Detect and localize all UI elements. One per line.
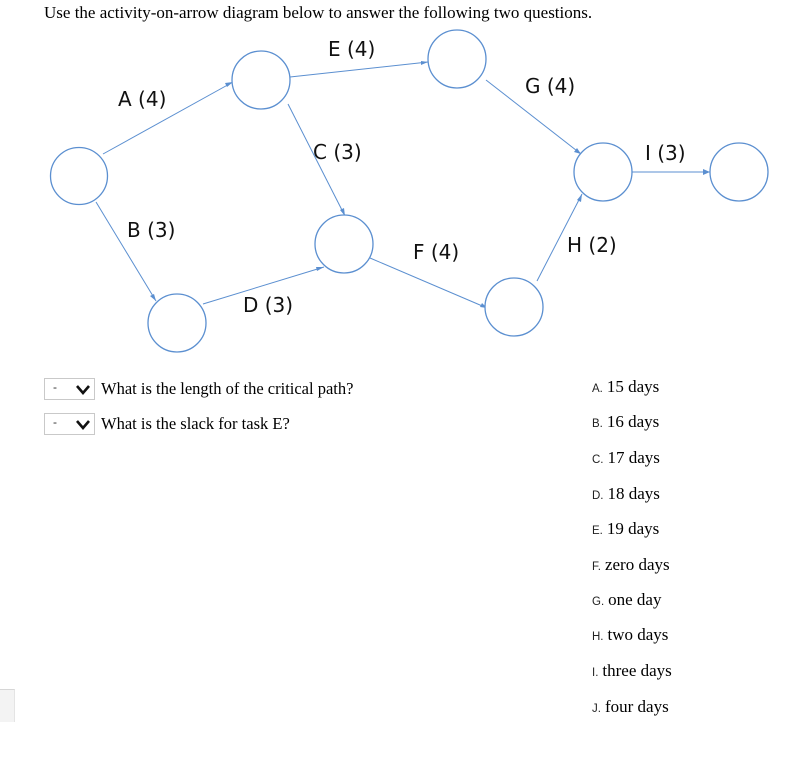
- edge-label-a: A (4): [118, 87, 167, 111]
- node-8: [710, 143, 768, 201]
- node-1: [51, 148, 108, 205]
- edge-label-b: B (3): [127, 218, 176, 242]
- answer-text: one day: [608, 590, 662, 609]
- edge-f: [370, 258, 487, 308]
- dropdown-value-1: -: [53, 380, 57, 394]
- question-text-1: What is the length of the critical path?: [101, 379, 354, 398]
- edge-label-d: D (3): [243, 293, 294, 317]
- answer-choice: [592, 661, 672, 681]
- node-3: [148, 294, 206, 352]
- answer-letter: G.: [592, 596, 605, 608]
- arrowhead-e: [421, 61, 428, 65]
- answer-choice: [592, 519, 659, 539]
- answer-dropdown-2[interactable]: [44, 413, 95, 435]
- question-row-1: [44, 377, 353, 401]
- arrowhead-d: [316, 267, 324, 271]
- answer-letter: B.: [592, 418, 603, 430]
- node-6: [485, 278, 543, 336]
- edge-label-g: G (4): [525, 74, 576, 98]
- answer-letter: I.: [592, 667, 599, 679]
- question-row-2: [44, 412, 290, 436]
- instructions-text: Use the activity-on-arrow diagram below to answer the following two questions.: [44, 3, 593, 22]
- arrowhead-b: [150, 294, 156, 301]
- question-text-2: What is the slack for task E?: [101, 414, 290, 433]
- dropdown-value-2: -: [53, 415, 57, 429]
- side-panel-edge: [0, 689, 15, 722]
- node-5: [428, 30, 486, 88]
- answer-choice: [592, 412, 659, 432]
- answer-letter: E.: [592, 525, 603, 537]
- answer-choice: [592, 555, 670, 575]
- edge-label-i: I (3): [645, 141, 686, 165]
- answer-text: three days: [602, 661, 672, 680]
- answer-letter: C.: [592, 454, 604, 466]
- answer-text: four days: [604, 697, 669, 716]
- activity-on-arrow-diagram: [0, 0, 796, 370]
- edge-label-e: E (4): [328, 37, 376, 61]
- answer-text: 19 days: [606, 519, 660, 538]
- answer-dropdown-1[interactable]: [44, 378, 95, 400]
- arrowhead-i: [703, 169, 710, 175]
- edge-e: [290, 62, 428, 77]
- answer-choice: [592, 590, 661, 610]
- answer-choice: [592, 625, 668, 645]
- node-2: [232, 51, 290, 109]
- answer-choice: [592, 484, 660, 504]
- answer-letter: A.: [592, 383, 603, 395]
- node-4: [315, 215, 373, 273]
- answer-text: zero days: [604, 555, 670, 574]
- chevron-down-icon: [75, 417, 91, 431]
- answer-text: 18 days: [607, 484, 660, 503]
- answer-choice: [592, 448, 660, 468]
- answer-letter: J.: [592, 703, 601, 715]
- answer-text: two days: [607, 625, 669, 644]
- edge-b: [96, 202, 156, 301]
- answer-letter: F.: [592, 561, 601, 573]
- chevron-down-icon: [75, 382, 91, 396]
- answer-letter: D.: [592, 490, 604, 502]
- answer-letter: H.: [592, 631, 604, 643]
- answer-choice: [592, 377, 659, 397]
- node-7: [574, 143, 632, 201]
- answer-text: 15 days: [606, 377, 660, 396]
- diagram-nodes: [51, 30, 769, 352]
- arrowhead-h: [577, 194, 582, 202]
- answer-text: 17 days: [607, 448, 660, 467]
- answer-text: 16 days: [606, 412, 660, 431]
- edge-label-c: C (3): [313, 140, 362, 164]
- edge-label-f: F (4): [413, 240, 460, 264]
- edge-label-h: H (2): [567, 233, 617, 257]
- answer-choice: [592, 697, 669, 717]
